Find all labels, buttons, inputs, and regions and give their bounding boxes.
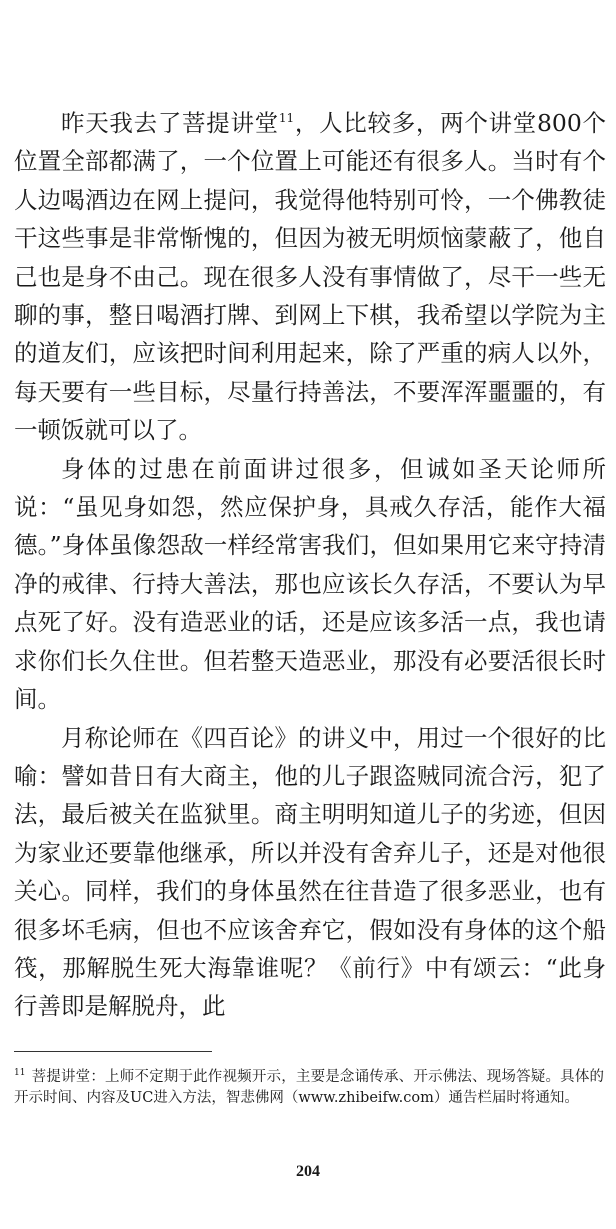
footnote-text: 菩提讲堂：上师不定期于此作视频开示，主要是念诵传承、开示佛法、现场答疑。具体的开示时间、内容及UC进入方法，智悲佛网（www.zhibeifw.com）通告栏届时将通知。 <box>14 1069 604 1106</box>
main-text <box>14 104 606 1026</box>
footnote <box>14 1067 604 1109</box>
footnote-marker: 11 <box>14 1068 26 1079</box>
paragraph-1-lead: 昨天我去了菩提讲堂 <box>61 109 279 137</box>
paragraph-3: 月称论师在《四百论》的讲义中，用过一个很好的比喻：譬如昔日有大商主，他的儿子跟盗贼同流合污，犯了法，最后被关在监狱里。商主明明知道儿子的劣迹，但因为家业还要靠他继承，所以并没有舍弃儿子，还是对他很关心。同样，我们的身体虽然在往昔造了很多恶业，也有很多坏毛病，但也不应该舍弃它，假如没有身体的这个船筏，那解脱生死大海靠谁呢？《前行》中有颂云：“此身行善即是解脱舟，此 <box>14 723 606 1021</box>
paragraph-2: 身体的过患在前面讲过很多，但诚如圣天论师所说：“虽见身如怨，然应保护身，具戒久存活，能作大福德。”身体虽像怨敌一样经常害我们，但如果用它来守持清净的戒律、行持大善法，那也应该长久存活，不要认为早点死了好。没有造恶业的话，还是应该多活一点，我也请求你们长久住世。但若整天造恶业，那没有必要活很长时间。 <box>14 454 606 714</box>
paragraph-1-rest: ，人比较多，两个讲堂800个位置全部都满了，一个位置上可能还有很多人。当时有个人边喝酒边在网上提问，我觉得他特别可怜，一个佛教徒干这些事是非常惭愧的，但因为被无明烦恼蒙蔽了，他自己也是身不由己。现在很多人没有事情做了，尽干一些无聊的事，整日喝酒打牌、到网上下棋，我希望以学院为主的道友们，应该把时间利用起来，除了严重的病人以外，每天要有一些目标，尽量行持善法，不要浑浑噩噩的，有一顿饭就可以了。 <box>14 109 607 445</box>
page-number: 204 <box>296 1163 320 1180</box>
footnote-reference[interactable]: 11 <box>278 111 295 126</box>
footnote-divider <box>14 1051 212 1052</box>
paragraph-1 <box>14 104 606 450</box>
